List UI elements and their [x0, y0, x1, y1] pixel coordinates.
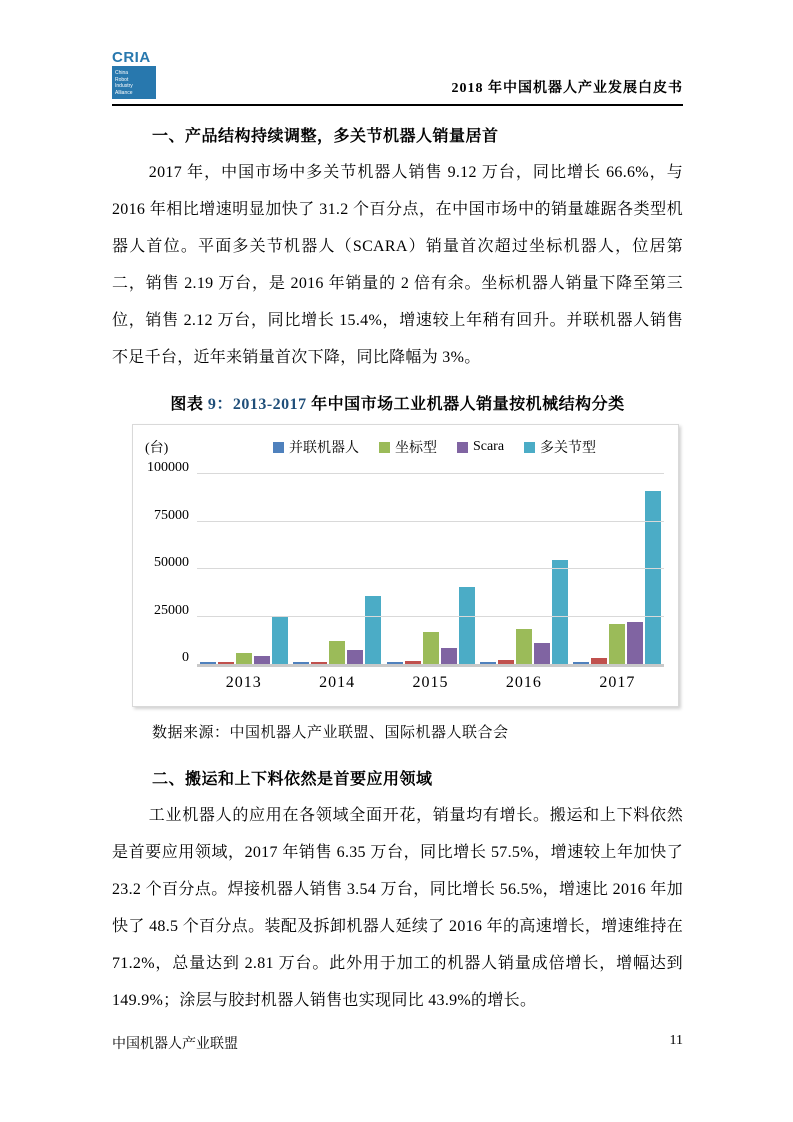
legend-swatch-icon [457, 442, 468, 453]
figure-title [112, 391, 683, 414]
section-2-heading: 二、搬运和上下料依然是首要应用领域 [152, 771, 433, 788]
section-2-paragraph: 工业机器人的应用在各领域全面开花，销量均有增长。搬运和上下料依然是首要应用领域，2017 年销售 6.35 万台，同比增长 57.5%，增速较上年加快了 23.2 个百分点。焊接机器人销售 3.54 万台，同比增长 56.5%，增速比 2016 年加快了 48.5 个百分点。装配及拆卸机器人延续了 2016 年的高速增长，增速维持在 71.2%，总量达到 2.81 万台。此外用于加工的机器人销量成倍增长，增幅达到 149.9%；涂层与胶封机器人销售也实现同比 43.9%的增长。 [112, 807, 683, 1009]
bar-坐标型-2016 [516, 629, 532, 664]
x-axis-label: 2013 [225, 674, 262, 691]
bar-Scara-2014 [347, 650, 363, 664]
chart-body [145, 460, 664, 667]
legend-item [457, 437, 504, 457]
figure-title-suffix: 年中国市场工业机器人销量按机械结构分类 [306, 396, 625, 413]
y-axis [145, 460, 197, 667]
logo-subtext-line: Robot [115, 76, 129, 83]
legend-item [524, 437, 596, 457]
bar-多关节型-2013 [272, 616, 288, 664]
gridline [197, 568, 664, 569]
logo-acronym: CRIA [112, 50, 156, 68]
figure-title-number: 9：2013-2017 [207, 396, 307, 413]
bar-Scara-2016 [534, 643, 550, 664]
footer-org: 中国机器人产业联盟 [112, 1037, 238, 1052]
bar-Scara-2013 [254, 656, 270, 664]
bar-坐标型-2014 [329, 641, 345, 664]
y-axis-unit-label: (台) [145, 441, 169, 456]
bar-并联机器人-2015 [387, 662, 403, 664]
bar-group-2015 [384, 477, 477, 664]
bar-并联机器人-2013 [200, 662, 216, 664]
legend-label: 多关节型 [540, 441, 597, 456]
bar-group-2017 [571, 477, 664, 664]
bar-多关节型-2017 [645, 491, 661, 664]
bar-unlabeled-2017 [591, 658, 607, 664]
logo-subtext-line: Alliance [115, 89, 133, 96]
cria-logo [112, 50, 159, 99]
bar-Scara-2017 [627, 622, 643, 664]
bar-group-2013 [197, 477, 290, 664]
x-axis-label: 2015 [412, 674, 449, 691]
page-footer [112, 1033, 683, 1053]
plot-area [197, 477, 664, 667]
logo-subtext-line: Industry [115, 83, 133, 89]
x-axis-label: 2016 [505, 674, 542, 691]
logo-subtext-line: China [115, 70, 129, 76]
bar-group-2016 [477, 477, 570, 664]
bar-unlabeled-2013 [218, 662, 234, 664]
bar-groups [197, 477, 664, 664]
page-number: 11 [669, 1033, 683, 1048]
gridline [197, 473, 664, 474]
figure-title-prefix: 图表 [170, 396, 208, 413]
bar-坐标型-2015 [423, 632, 439, 664]
legend-item [273, 437, 359, 457]
bar-unlabeled-2015 [405, 661, 421, 664]
bar-坐标型-2013 [236, 653, 252, 664]
data-source-note: 数据来源：中国机器人产业联盟、国际机器人联合会 [152, 725, 509, 741]
bar-多关节型-2016 [552, 560, 568, 664]
bar-chart [132, 424, 679, 707]
y-tick-label: 25000 [154, 602, 189, 618]
y-tick-label: 50000 [154, 555, 189, 570]
bar-unlabeled-2016 [498, 660, 514, 664]
logo-subtext [112, 68, 156, 99]
chart-top-row [145, 437, 664, 457]
y-tick-label: 0 [182, 650, 189, 665]
section-1-paragraph: 2017 年，中国市场中多关节机器人销售 9.12 万台，同比增长 66.6%，与 2016 年相比增速明显加快了 31.2 个百分点，在中国市场中的销量雄踞各类型机器人首位。平面多关节机器人（SCARA）销量首次超过坐标机器人，位居第二，销售 2.19 万台，是 2016 年销量的 2 倍有余。坐标机器人销量下降至第三位，销售 2.12 万台，同比增长 15.4%，增速较上年稍有回升。并联机器人销售不足千台，近年来销量首次下降，同比降幅为 3%。 [112, 164, 683, 366]
chart-legend [205, 437, 664, 457]
legend-swatch-icon [273, 442, 284, 453]
x-axis-label: 2017 [599, 674, 636, 691]
document-title: 2018 年中国机器人产业发展白皮书 [451, 81, 683, 96]
x-axis [197, 674, 664, 692]
page-header [112, 50, 683, 106]
gridline [197, 616, 664, 617]
bar-Scara-2015 [441, 648, 457, 664]
bar-并联机器人-2014 [293, 662, 309, 664]
bar-group-2014 [290, 477, 383, 664]
y-tick-label: 100000 [147, 460, 189, 475]
bar-unlabeled-2014 [311, 662, 327, 664]
y-tick-label: 75000 [154, 507, 189, 523]
bar-多关节型-2015 [459, 587, 475, 664]
legend-item [379, 437, 437, 457]
legend-label: 并联机器人 [288, 441, 359, 456]
x-axis-label: 2014 [319, 674, 356, 691]
bar-并联机器人-2017 [573, 662, 589, 664]
gridline [197, 521, 664, 522]
legend-label: 坐标型 [394, 441, 437, 456]
legend-swatch-icon [379, 442, 390, 453]
bar-坐标型-2017 [609, 624, 625, 664]
bar-多关节型-2014 [365, 596, 381, 664]
section-1-heading: 一、产品结构持续调整，多关节机器人销量居首 [152, 128, 499, 145]
legend-label: Scara [472, 439, 505, 454]
bar-并联机器人-2016 [480, 662, 496, 664]
legend-swatch-icon [524, 442, 535, 453]
